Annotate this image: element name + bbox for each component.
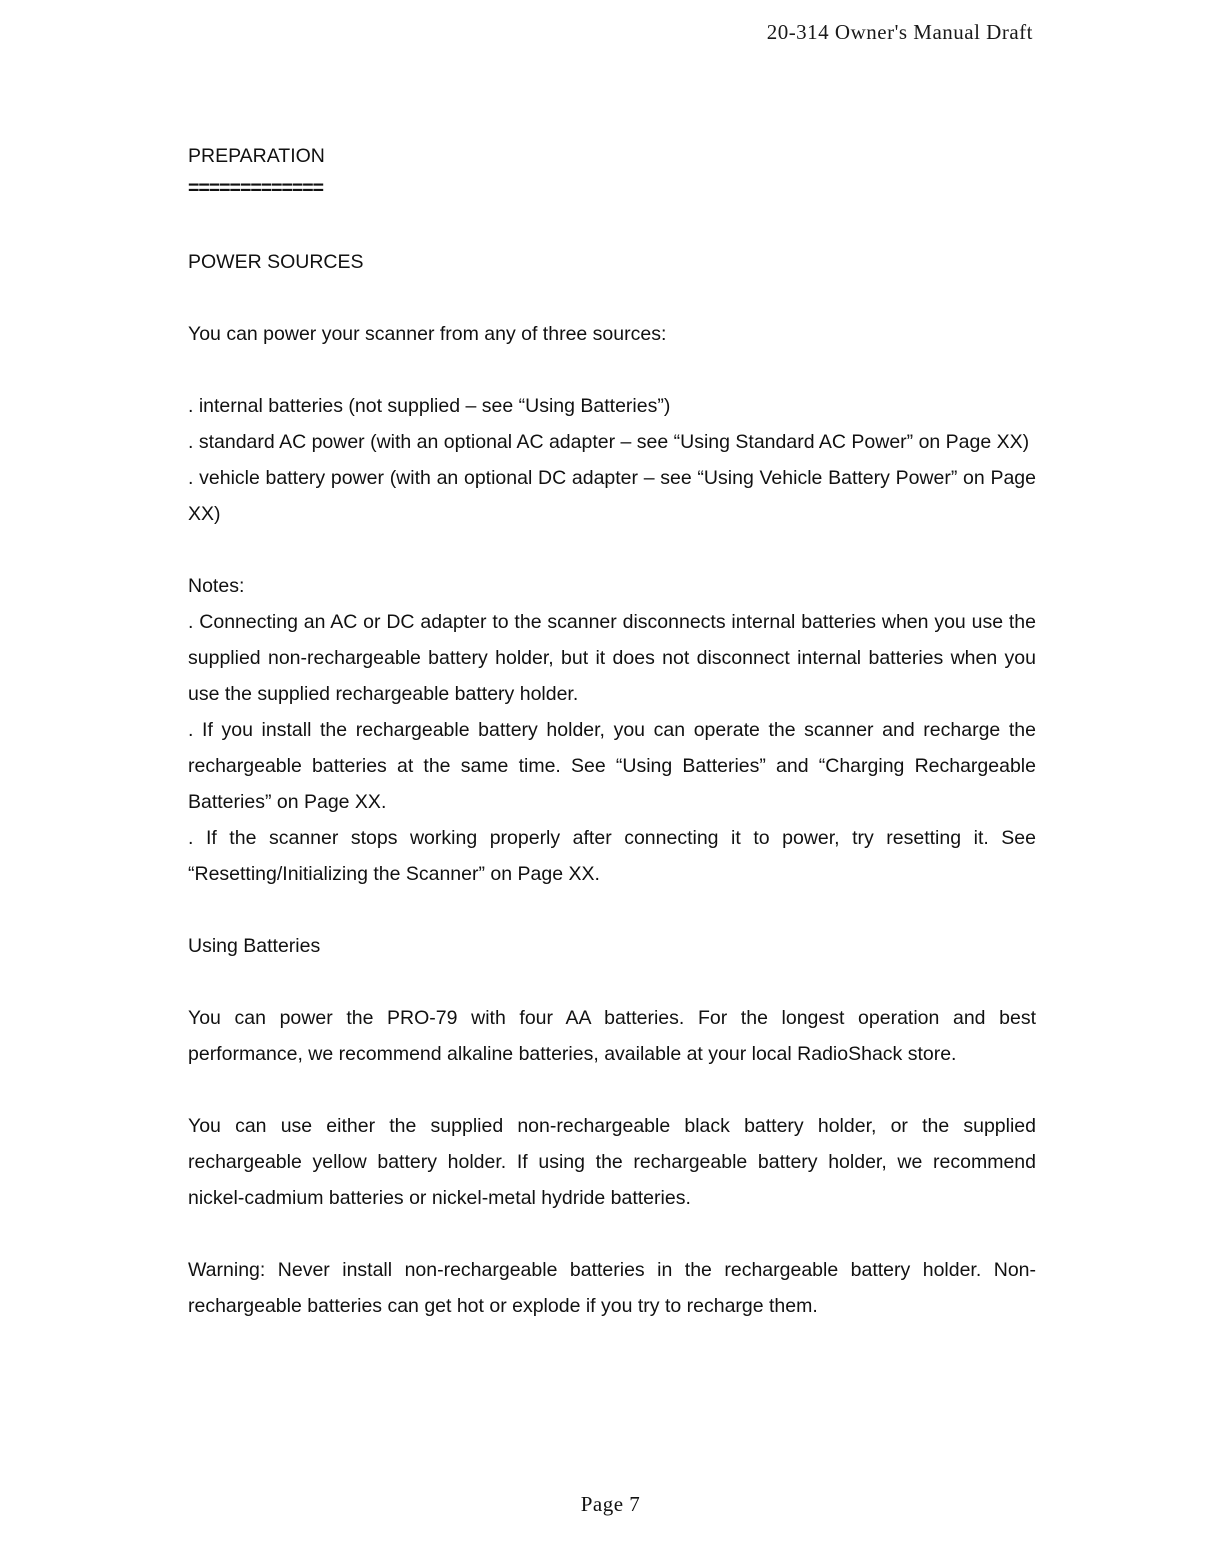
batteries-warning: Warning: Never install non-rechargeable batteries in the rechargeable battery holder. Non-rechargeable batteries can get hot or explode if you try to recharge them. <box>188 1259 1036 1317</box>
note-item-reset: . If the scanner stops working properly after connecting it to power, try resetting it. See “Resetting/Initializing the Scanner” on Page XX. <box>188 827 1036 885</box>
batteries-paragraph-aa: You can power the PRO-79 with four AA batteries. For the longest operation and best performance, we recommend alkaline batteries, available at your local RadioShack store. <box>188 1007 1036 1065</box>
spacer <box>188 964 1036 1000</box>
spacer <box>188 352 1036 388</box>
spacer <box>188 1216 1036 1252</box>
source-item-vehicle-power: . vehicle battery power (with an optional DC adapter – see “Using Vehicle Battery Power” on Page XX) <box>188 467 1036 525</box>
page-body <box>188 138 1036 1324</box>
power-sources-heading: POWER SOURCES <box>188 251 364 273</box>
source-item-ac-power: . standard AC power (with an optional AC adapter – see “Using Standard AC Power” on Page XX) <box>188 431 1030 453</box>
notes-label: Notes: <box>188 575 245 597</box>
power-sources-intro: You can power your scanner from any of three sources: <box>188 323 667 345</box>
using-batteries-heading: Using Batteries <box>188 935 321 957</box>
batteries-paragraph-holders: You can use either the supplied non-rechargeable black battery holder, or the supplied rechargeable yellow battery holder. If using the rechargeable battery holder, we recommend nickel-cadmium batteries or nickel-metal hydride batteries. <box>188 1115 1036 1209</box>
spacer <box>188 1072 1036 1108</box>
spacer <box>188 280 1036 316</box>
page-number: Page 7 <box>580 1492 641 1516</box>
running-header: 20-314 Owner's Manual Draft <box>766 20 1033 44</box>
note-item-adapter: . Connecting an AC or DC adapter to the scanner disconnects internal batteries when you use the supplied non-rechargeable battery holder, but it does not disconnect internal batteries when you use the supplied rechargeable battery holder. <box>188 611 1036 705</box>
source-item-internal-batteries: . internal batteries (not supplied – see “Using Batteries”) <box>188 395 671 417</box>
note-item-rechargeable-holder: . If you install the rechargeable battery holder, you can operate the scanner and recharge the rechargeable batteries at the same time. See “Using Batteries” and “Charging Rechargeable Batteries” on Page XX. <box>188 719 1036 813</box>
section-underline: ============= <box>188 177 324 199</box>
section-title: PREPARATION <box>188 145 325 167</box>
spacer <box>188 892 1036 928</box>
spacer <box>188 532 1036 568</box>
spacer <box>188 202 1036 244</box>
